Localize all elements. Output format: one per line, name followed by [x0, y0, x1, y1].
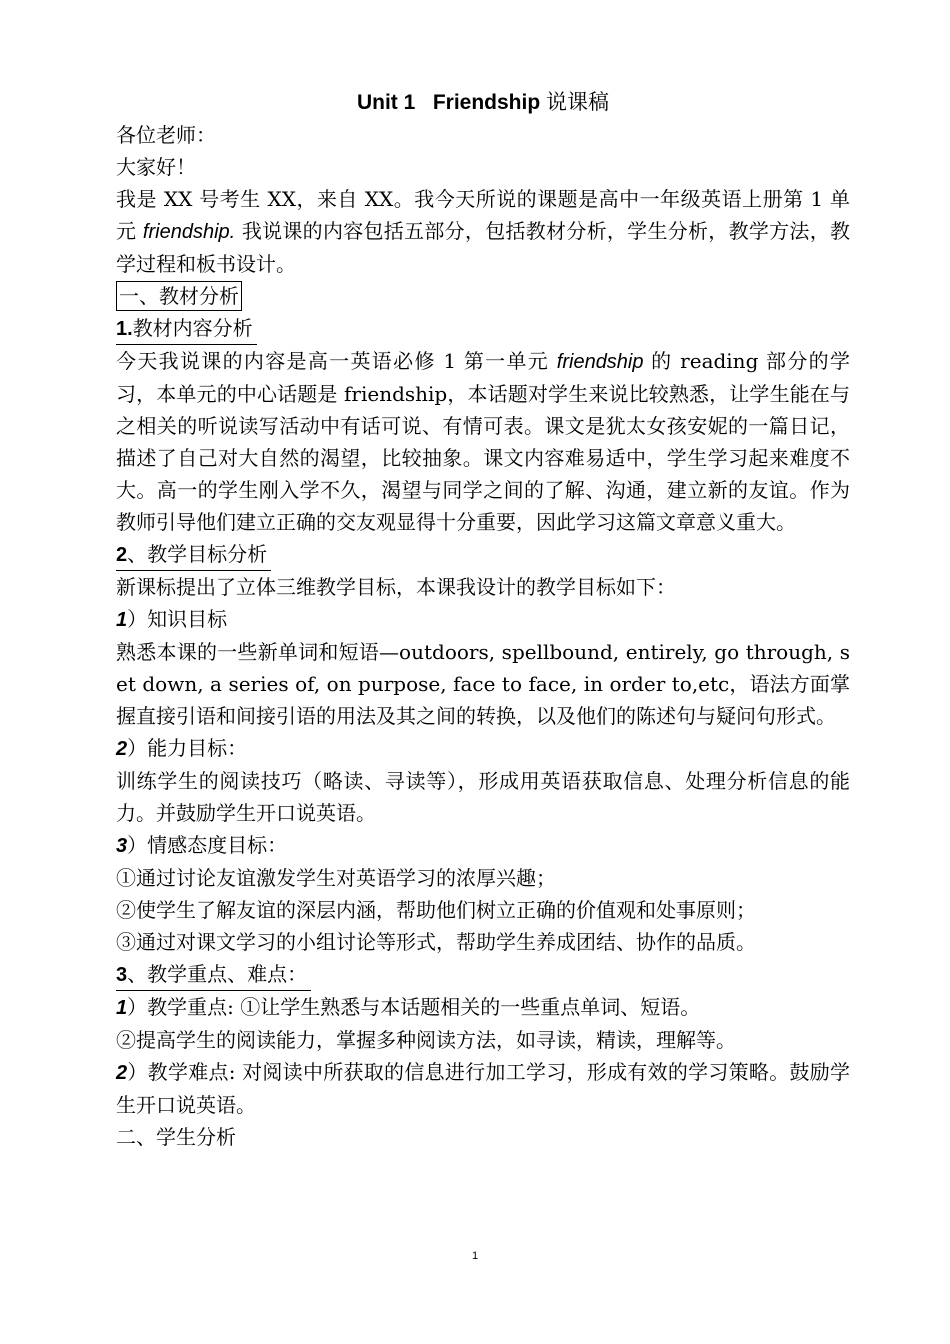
subheading-1 [116, 312, 850, 345]
goal-3-heading [116, 829, 850, 862]
goal-2-num: 2 [116, 738, 128, 760]
key-2-colon: : [228, 1060, 236, 1084]
goal-3-item: ①通过讨论友谊激发学生对英语学习的浓厚兴趣； [116, 866, 556, 890]
page-number: 1 [471, 1250, 479, 1262]
goal-1-heading [116, 603, 850, 636]
subheading-2-num: 2 [116, 544, 128, 566]
goals-intro: 新课标提出了立体三维教学目标，本课我设计的教学目标如下： [116, 575, 676, 599]
intro-text-a: 我是 XX 号考生 XX，来自 XX。我今天所说的课题是高中一年级英语上册第 1 单元 [116, 187, 850, 243]
key-2-label: ）教学难点 [127, 1060, 229, 1084]
intro-text-b: 我说课的内容包括五部分，包括教材分析，学生分析，教学方法，教学过程和板书设计。 [116, 219, 850, 276]
content-word: friendship [556, 351, 644, 373]
subheading-3 [116, 958, 850, 991]
key-1-num: 1 [116, 997, 128, 1019]
subheading-2 [116, 538, 850, 571]
content-analysis-paragraph [116, 345, 850, 538]
document-page [116, 86, 850, 1153]
goal-1-num: 1 [116, 609, 128, 631]
section-heading-1 [116, 280, 850, 312]
subheading-3-num: 3 [116, 964, 128, 986]
content-text-b: 的 reading 部分的学习，本单元的中心话题是 friendship，本话题对学生来说比较熟悉，让学生能在与之相关的听说读写活动中有话可说、有情可表。课文是犹太女孩安妮的一篇日记，描述了自己对大自然的渴望，比较抽象。课文内容难易适中，学生学习起来难度不大。高一的学生刚入学不久，渴望与同学之间的了解、沟通，建立新的友谊。作为教师引导他们建立正确的交友观显得十分重要，因此学习这篇文章意义重大。 [116, 349, 850, 534]
goal-3-item: ②使学生了解友谊的深层内涵，帮助他们树立正确的价值观和处事原则； [116, 898, 756, 922]
goal-3-item: ③通过对课文学习的小组讨论等形式，帮助学生养成团结、协作的品质。 [116, 930, 756, 954]
key-1-text: ①让学生熟悉与本话题相关的一些重点单词、短语。 [233, 995, 701, 1019]
goal-3-label: ）情感态度目标： [127, 833, 288, 857]
goal-2-heading [116, 732, 850, 765]
goal-2-label: ）能力目标： [127, 736, 248, 760]
goal-1-label: ）知识目标 [127, 607, 228, 631]
key-2-text: 对阅读中所获取的信息进行加工学习，形成有效的学习策略。鼓励学生开口说英语。 [116, 1060, 851, 1117]
title-topic: Friendship [432, 91, 541, 114]
greeting-teachers: 各位老师： [116, 123, 216, 147]
section-1-box: 一、教材分析 [116, 281, 242, 311]
document-title [116, 86, 850, 118]
goal-3-num: 3 [116, 835, 128, 857]
subheading-1-num: 1. [116, 318, 133, 340]
intro-word: friendship. [142, 221, 236, 243]
key-1-label: ）教学重点 [127, 995, 228, 1019]
title-unit: Unit 1 [356, 91, 416, 114]
content-text-a: 今天我说课的内容是高一英语必修 1 第一单元 [116, 349, 557, 373]
subheading-1-label: 教材内容分析 [132, 316, 253, 340]
goal-1-text: 熟悉本课的一些新单词和短语—outdoors, spellbound, entirely, go through, set down, a series of, on purpose, face to face, in order to,etc，语法方面掌握直接引语和间接引语的用法及其之间的转换，以及他们的陈述句与疑问句形式。 [116, 640, 850, 728]
section-heading-2: 二、学生分析 [116, 1125, 236, 1149]
key-1-colon: : [227, 995, 234, 1019]
key-point-1 [116, 991, 850, 1024]
key-point-1b: ②提高学生的阅读能力，掌握多种阅读方法，如寻读，精读，理解等。 [116, 1028, 736, 1052]
subheading-3-label: 、教学重点、难点： [127, 962, 308, 986]
key-point-2 [116, 1056, 850, 1121]
greeting-all: 大家好！ [116, 155, 196, 179]
goal-2-text: 训练学生的阅读技巧（略读、寻读等），形成用英语获取信息、处理分析信息的能力。并鼓励学生开口说英语。 [116, 769, 850, 825]
subheading-2-label: 、教学目标分析 [127, 542, 268, 566]
title-suffix: 说课稿 [546, 90, 610, 114]
intro-paragraph [116, 183, 850, 280]
key-2-num: 2 [116, 1062, 128, 1084]
